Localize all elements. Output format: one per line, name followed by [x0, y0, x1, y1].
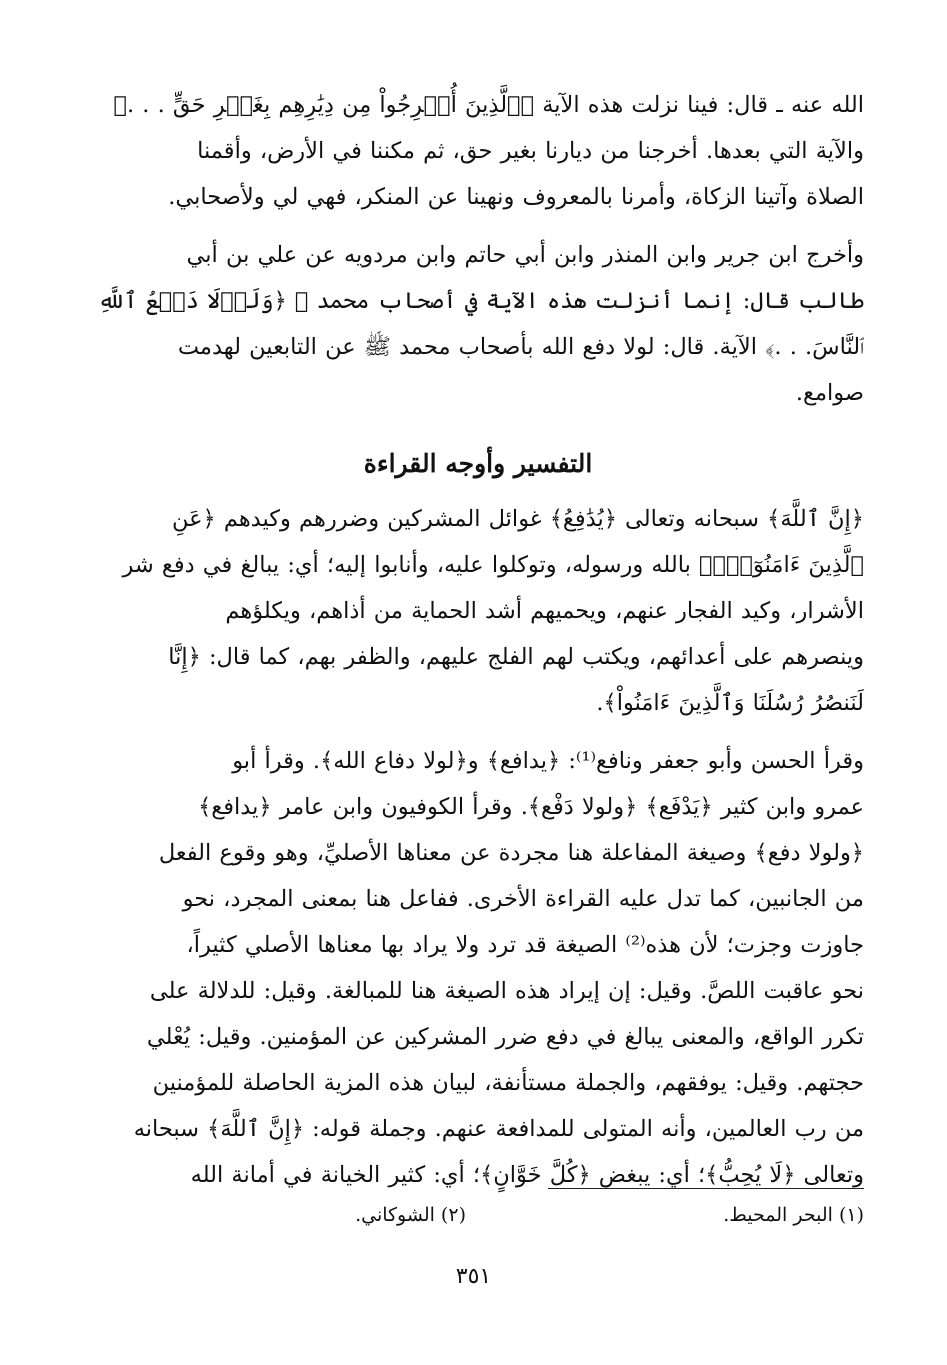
text-line: ٱلنَّاسَ. . .﴾ الآية. قال: لولا دفع الله بأصحاب محمد ﷺ عن التابعين لهدمت	[177, 334, 864, 360]
paragraph	[92, 496, 864, 726]
text-line: تكرر الواقع، والمعنى يبالغ في دفع ضرر المشركين عن المؤمنين. وقيل: يُعْلي	[146, 1024, 864, 1050]
page-number: ٣٥١	[455, 1264, 492, 1289]
text-line: وأخرج ابن جرير وابن المنذر وابن أبي حاتم وابن مردويه عن علي بن أبي	[186, 242, 864, 268]
paragraph	[92, 232, 864, 416]
text-line: والآية التي بعدها. أخرجنا من ديارنا بغير حق، ثم مكننا في الأرض، وأقمنا	[197, 138, 864, 164]
text-line: طالب قال: إنما أنزلت هذه الآية في أصحاب محمد ﷺ ﴿وَلَوۡلَا دَفۡعُ ٱللَّهِ	[97, 288, 864, 314]
text-line: ﴿إِنَّ ٱللَّهَ﴾ سبحانه وتعالى ﴿يُدَٰفِعُ﴾ غوائل المشركين وضررهم وكيدهم ﴿عَنِ	[171, 506, 864, 532]
text-line: وقرأ الحسن وأبو جعفر ونافع⁽¹⁾: ﴿يدافع﴾ و﴿لولا دفاع الله﴾. وقرأ أبو	[232, 748, 864, 774]
text-line: الأشرار، وكيد الفجار عنهم، ويحميهم أشد الحماية من أذاهم، ويكلؤهم	[225, 598, 864, 624]
footnote: (١) البحر المحيط.	[723, 1204, 864, 1226]
footnote-divider	[548, 1188, 864, 1189]
text-line: نحو عاقبت اللصَّ. وقيل: إن إيراد هذه الصيغة هنا للمبالغة. وقيل: للدلالة على	[149, 978, 864, 1004]
text-line: من رب العالمين، وأنه المتولى للمدافعة عنهم. وجملة قوله: ﴿إِنَّ ٱللَّهَ﴾ سبحانه	[133, 1116, 864, 1142]
text-line: وتعالى ﴿لَا يُحِبُّ﴾؛ أي: يبغض ﴿كُلَّ خَوَّانٍ﴾؛ أي: كثير الخيانة في أمانة الله	[190, 1162, 864, 1188]
page-body	[92, 82, 864, 1198]
text-line: وينصرهم على أعدائهم، ويكتب لهم الفلج عليهم، والظفر بهم، كما قال: ﴿إِنَّا	[168, 644, 864, 670]
text-line: لَنَنصُرُ رُسُلَنَا وَٱلَّذِينَ ءَامَنُواْ﴾.	[596, 690, 864, 716]
text-line: الله عنه ـ قال: فينا نزلت هذه الآية ﴿ٱلَّذِينَ أُخۡرِجُواْ مِن دِيَٰرِهِم بِغَيۡرِ حَقٍّ . . .﴾	[113, 92, 864, 118]
footnote: (٢) الشوكاني.	[355, 1204, 466, 1226]
text-line: الصلاة وآتينا الزكاة، وأمرنا بالمعروف ونهينا عن المنكر، فهي لي ولأصحابي.	[168, 184, 864, 210]
text-line: صوامع.	[795, 380, 864, 406]
text-line: ٱلَّذِينَ ءَامَنُوٓاْۗ﴾ بالله ورسوله، وتوكلوا عليه، وأنابوا إليه؛ أي: يبالغ في دفع شر	[122, 552, 864, 578]
text-line: من الجانبين، كما تدل عليه القراءة الأخرى. ففاعل هنا بمعنى المجرد، نحو	[182, 886, 864, 912]
paragraph	[92, 82, 864, 220]
text-line: عمرو وابن كثير ﴿يَدْفَع﴾ ﴿ولولا دَفْع﴾. وقرأ الكوفيون وابن عامر ﴿يدافع﴾	[198, 794, 864, 820]
text-line: ﴿ولولا دفع﴾ وصيغة المفاعلة هنا مجردة عن معناها الأصليِّ، وهو وقوع الفعل	[158, 840, 864, 866]
paragraph	[92, 738, 864, 1198]
text-line: جاوزت وجزت؛ لأن هذه⁽²⁾ الصيغة قد ترد ولا يراد بها معناها الأصلي كثيراً،	[186, 932, 864, 958]
section-heading: التفسير وأوجه القراءة	[363, 449, 593, 478]
text-line: حجتهم. وقيل: يوفقهم، والجملة مستأنفة، لبيان هذه المزية الحاصلة للمؤمنين	[152, 1070, 864, 1096]
